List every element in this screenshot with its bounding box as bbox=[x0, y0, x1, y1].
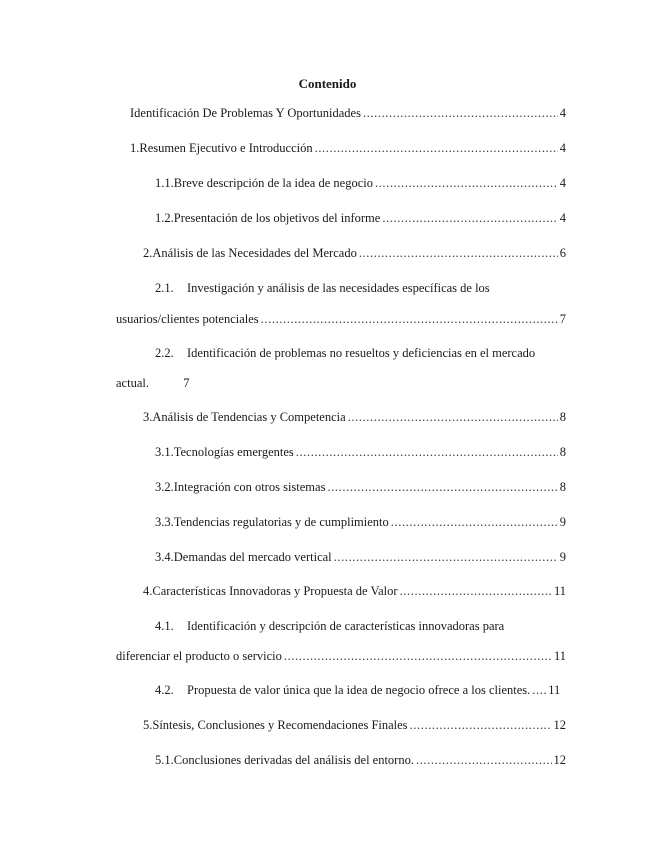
toc-entry-2-1-second-line[interactable] bbox=[116, 310, 566, 328]
toc-entry-number: 3.4. bbox=[155, 550, 174, 564]
toc-entry-4-1-second-line[interactable] bbox=[116, 647, 566, 665]
toc-entry-1-2[interactable] bbox=[155, 209, 566, 227]
toc-entry-3-1[interactable] bbox=[155, 443, 566, 461]
toc-title: Contenido bbox=[298, 76, 357, 91]
toc-entry-text: Presentación de los objetivos del informe bbox=[173, 211, 381, 225]
toc-entry-number: 1.1. bbox=[155, 176, 174, 190]
toc-entry-text: Identificación y descripción de características innovadoras para bbox=[187, 619, 505, 633]
toc-entry-text-continued: actual. bbox=[116, 376, 149, 390]
toc-entry-4-2[interactable] bbox=[155, 681, 566, 699]
toc-entry-text: Identificación de problemas no resueltos y deficiencias en el mercado bbox=[187, 346, 536, 360]
toc-entry-text-continued: usuarios/clientes potenciales bbox=[116, 312, 259, 326]
toc-entry-number: 5.1. bbox=[155, 753, 174, 767]
toc-entry-page: 11 bbox=[548, 683, 561, 697]
toc-entry-number: 4. bbox=[143, 584, 153, 598]
toc-entry-number: 3. bbox=[143, 410, 153, 424]
toc-entry-text: Investigación y análisis de las necesidades específicas de los bbox=[187, 281, 490, 295]
toc-entry-page: 8 bbox=[559, 410, 566, 424]
toc-entry-number: 1.2. bbox=[155, 211, 174, 225]
toc-entry-number: 2.1. bbox=[155, 281, 174, 295]
toc-leader-dots bbox=[532, 681, 546, 699]
toc-entry-page: 9 bbox=[559, 550, 566, 564]
toc-leader-dots bbox=[375, 174, 558, 192]
toc-leader-dots bbox=[382, 209, 557, 227]
toc-entry-text: Propuesta de valor única que la idea de negocio ofrece a los clientes. bbox=[187, 683, 531, 697]
toc-entry-text: Identificación De Problemas Y Oportunidades bbox=[130, 106, 361, 120]
toc-entry-4[interactable] bbox=[143, 582, 566, 600]
toc-entry-text: Síntesis, Conclusiones y Recomendaciones Finales bbox=[152, 718, 408, 732]
toc-entry-page: 11 bbox=[553, 584, 566, 598]
toc-leader-dots bbox=[296, 443, 558, 461]
toc-entry-page: 8 bbox=[559, 480, 566, 494]
toc-entry-page: 4 bbox=[559, 176, 566, 190]
toc-entry-4-1-first-line[interactable] bbox=[155, 617, 504, 635]
toc-entry-page: 6 bbox=[559, 246, 566, 260]
toc-entry-text: Resumen Ejecutivo e Introducción bbox=[139, 141, 313, 155]
toc-entry-number: 3.3. bbox=[155, 515, 174, 529]
toc-entry-page: 12 bbox=[553, 753, 566, 767]
toc-leader-dots bbox=[410, 716, 552, 734]
toc-entry-number: 3.2. bbox=[155, 480, 174, 494]
toc-entry-text: Tendencias regulatorias y de cumplimiento bbox=[173, 515, 389, 529]
toc-entry-identificacion[interactable] bbox=[130, 104, 566, 122]
toc-entry-3-3[interactable] bbox=[155, 513, 566, 531]
toc-entry-5-1[interactable] bbox=[155, 751, 566, 769]
toc-entry-1[interactable] bbox=[130, 139, 566, 157]
toc-entry-page: 7 bbox=[559, 312, 566, 326]
toc-leader-dots bbox=[359, 244, 558, 262]
toc-entry-2-1-first-line[interactable] bbox=[155, 279, 490, 297]
toc-leader-dots bbox=[327, 478, 557, 496]
toc-entry-2-2-second-line[interactable] bbox=[116, 374, 189, 392]
toc-entry-page: 4 bbox=[559, 211, 566, 225]
toc-entry-number: 5. bbox=[143, 718, 153, 732]
toc-entry-text: Integración con otros sistemas bbox=[173, 480, 326, 494]
toc-leader-dots bbox=[334, 548, 558, 566]
toc-entry-number: 4.1. bbox=[155, 619, 174, 633]
toc-entry-number: 4.2. bbox=[155, 683, 174, 697]
toc-entry-page: 7 bbox=[183, 376, 190, 390]
toc-entry-text: Características Innovadoras y Propuesta de Valor bbox=[152, 584, 398, 598]
toc-entry-5[interactable] bbox=[143, 716, 566, 734]
toc-leader-dots bbox=[261, 310, 558, 328]
toc-entry-number: 2. bbox=[143, 246, 153, 260]
toc-entry-text: Demandas del mercado vertical bbox=[173, 550, 332, 564]
toc-entry-2[interactable] bbox=[143, 244, 566, 262]
toc-entry-number: 3.1. bbox=[155, 445, 174, 459]
toc-leader-dots bbox=[416, 751, 552, 769]
toc-entry-3-4[interactable] bbox=[155, 548, 566, 566]
toc-leader-dots bbox=[400, 582, 552, 600]
toc-entry-1-1[interactable] bbox=[155, 174, 566, 192]
toc-entry-text: Análisis de las Necesidades del Mercado bbox=[152, 246, 357, 260]
toc-entry-page: 9 bbox=[559, 515, 566, 529]
toc-entry-page: 8 bbox=[559, 445, 566, 459]
toc-leader-dots bbox=[348, 408, 558, 426]
toc-entry-text: Análisis de Tendencias y Competencia bbox=[152, 410, 346, 424]
toc-entry-page: 4 bbox=[559, 141, 566, 155]
toc-leader-dots bbox=[315, 139, 558, 157]
toc-entry-2-2-first-line[interactable] bbox=[155, 344, 535, 362]
toc-entry-number: 1. bbox=[130, 141, 140, 155]
toc-entry-3-2[interactable] bbox=[155, 478, 566, 496]
toc-entry-page: 4 bbox=[559, 106, 566, 120]
toc-entry-number: 2.2. bbox=[155, 346, 174, 360]
toc-entry-text: Conclusiones derivadas del análisis del entorno. bbox=[173, 753, 414, 767]
toc-leader-dots bbox=[284, 647, 552, 665]
toc-entry-text-continued: diferenciar el producto o servicio bbox=[116, 649, 282, 663]
toc-leader-dots bbox=[391, 513, 558, 531]
toc-entry-text: Breve descripción de la idea de negocio bbox=[173, 176, 373, 190]
toc-entry-page: 12 bbox=[553, 718, 566, 732]
toc-entry-text: Tecnologías emergentes bbox=[173, 445, 294, 459]
toc-entry-3[interactable] bbox=[143, 408, 566, 426]
toc-leader-dots bbox=[363, 104, 558, 122]
toc-entry-page: 11 bbox=[553, 649, 566, 663]
